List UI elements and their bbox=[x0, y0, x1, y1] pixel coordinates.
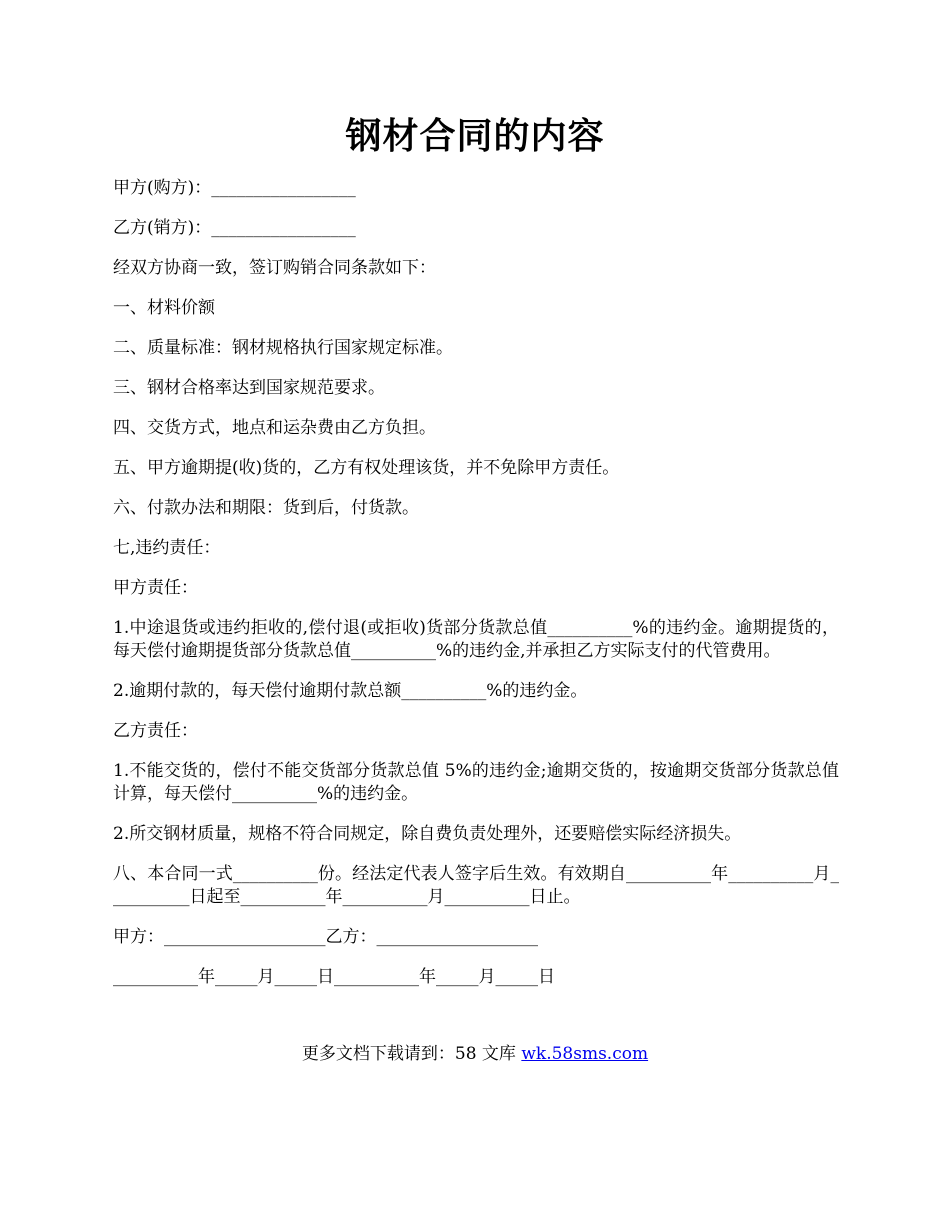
contract-body bbox=[113, 177, 839, 1006]
document-title: 钢材合同的内容 bbox=[345, 115, 605, 157]
party-b-line: 乙方(销方)：_________________ bbox=[113, 218, 356, 238]
signature-date-line: __________年_____月_____日__________年_____月_____日 bbox=[113, 967, 555, 987]
party-a-liability-1: 1.中途退货或违约拒收的,偿付退(或拒收)货部分货款总值__________%的违约金。逾期提货的，每天偿付逾期提货部分货款总值__________%的违约金,并承担乙方实际支付的代管费用。 bbox=[113, 618, 839, 661]
party-b-liability-1: 1.不能交货的，偿付不能交货部分货款总值 5%的违约金;逾期交货的，按逾期交货部分货款总值计算，每天偿付__________%的违约金。 bbox=[113, 761, 839, 804]
clause-1: 一、材料价额 bbox=[113, 298, 215, 318]
clause-4: 四、交货方式，地点和运杂费由乙方负担。 bbox=[113, 418, 436, 438]
footer bbox=[0, 1043, 950, 1066]
clause-8: 八、本合同一式__________份。经法定代表人签字后生效。有效期自__________年__________月__________日起至__________年__________月__________日止。 bbox=[113, 864, 839, 907]
footer-text: 更多文档下载请到：58 文库 bbox=[301, 1044, 522, 1064]
clause-5: 五、甲方逾期提(收)货的，乙方有权处理该货，并不免除甲方责任。 bbox=[113, 458, 620, 478]
clause-6: 六、付款办法和期限：货到后，付货款。 bbox=[113, 498, 419, 518]
signature-line: 甲方：___________________乙方：___________________ bbox=[113, 927, 538, 947]
party-b-liability-2: 2.所交钢材质量，规格不符合同规定，除自费负责处理外，还要赔偿实际经济损失。 bbox=[113, 824, 742, 844]
footer-link[interactable]: wk.58sms.com bbox=[521, 1044, 649, 1064]
party-a-line: 甲方(购方)：_________________ bbox=[113, 178, 356, 198]
clause-3: 三、钢材合格率达到国家规范要求。 bbox=[113, 378, 385, 398]
clause-7-heading: 七,违约责任： bbox=[113, 538, 221, 558]
party-b-liability-heading: 乙方责任： bbox=[113, 721, 198, 741]
party-a-liability-heading: 甲方责任： bbox=[113, 578, 198, 598]
intro-paragraph: 经双方协商一致，签订购销合同条款如下： bbox=[113, 258, 436, 278]
party-a-liability-2: 2.逾期付款的，每天偿付逾期付款总额__________%的违约金。 bbox=[113, 681, 588, 701]
clause-2: 二、质量标准：钢材规格执行国家规定标准。 bbox=[113, 338, 453, 358]
